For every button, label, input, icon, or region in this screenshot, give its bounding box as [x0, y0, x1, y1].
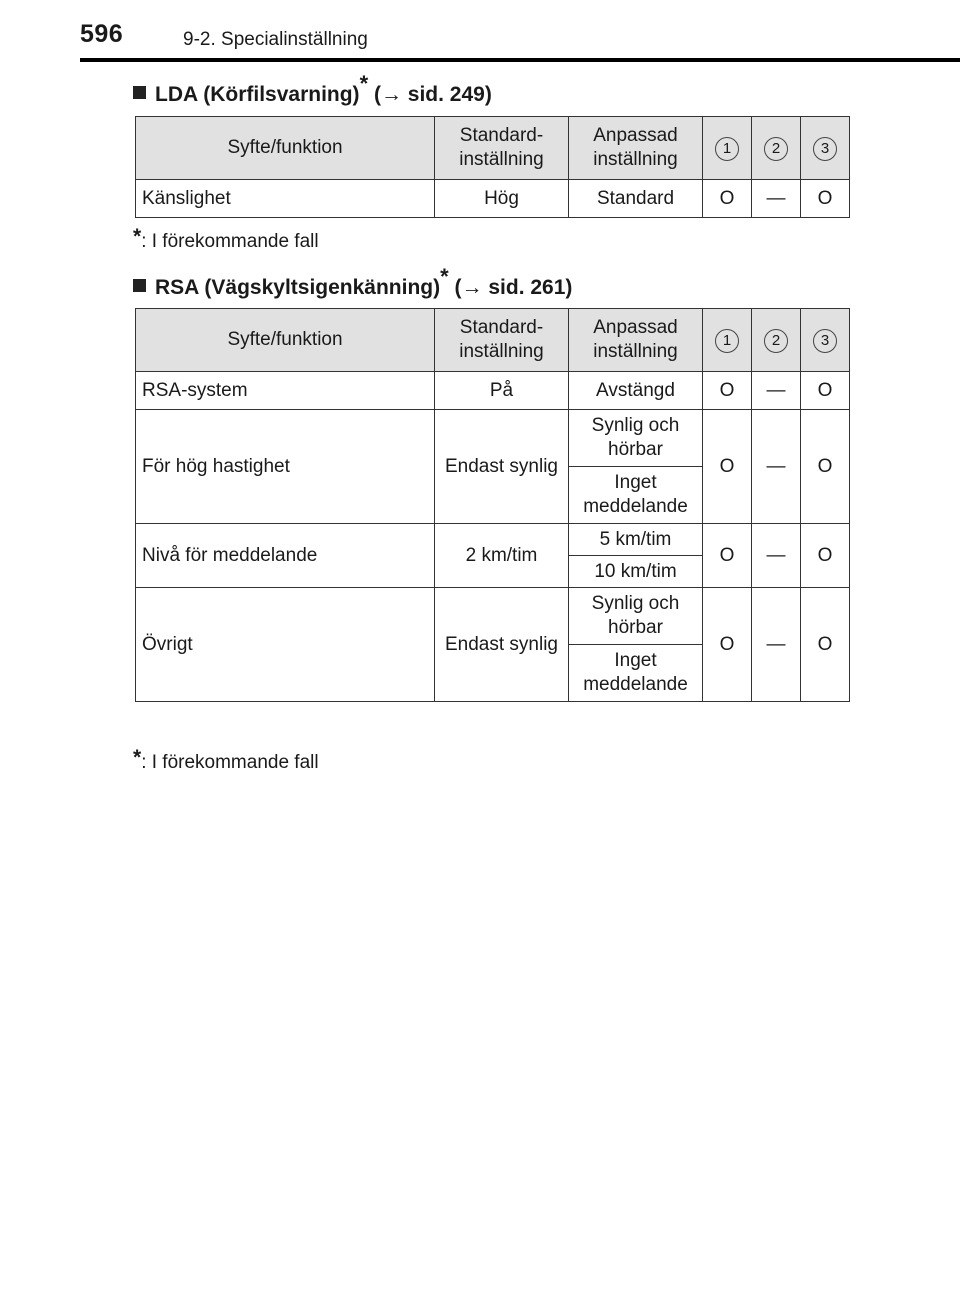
- col-1: [703, 117, 752, 180]
- col-2: [752, 309, 801, 372]
- cell-custom: Inget meddelande: [569, 645, 703, 702]
- circled-2-icon: 2: [764, 329, 788, 353]
- footnote-lda: [133, 225, 319, 253]
- cell-m3: O: [801, 588, 850, 702]
- col-default: Standard-inställning: [435, 117, 569, 180]
- table-row: [136, 180, 850, 218]
- table-row: [136, 588, 850, 645]
- square-bullet-icon: [133, 86, 146, 99]
- table-row: [136, 410, 850, 467]
- footnote-rsa: [133, 746, 319, 774]
- cell-custom: Inget meddelande: [569, 467, 703, 524]
- circled-2-icon: 2: [764, 137, 788, 161]
- cell-m1: O: [703, 372, 752, 410]
- table-row: [136, 372, 850, 410]
- section-title-lda: [133, 73, 492, 107]
- square-bullet-icon: [133, 279, 146, 292]
- table-row: [136, 524, 850, 556]
- col-custom: Anpassad inställning: [569, 117, 703, 180]
- cell-default: 2 km/tim: [435, 524, 569, 588]
- cell-m2: —: [752, 180, 801, 218]
- cell-m1: O: [703, 180, 752, 218]
- col-3: [801, 309, 850, 372]
- rsa-table: [135, 308, 850, 702]
- circled-3-icon: 3: [813, 137, 837, 161]
- cell-m3: O: [801, 410, 850, 524]
- cell-default: På: [435, 372, 569, 410]
- cell-m3: O: [801, 180, 850, 218]
- footnote-text: : I förekommande fall: [141, 231, 319, 252]
- cell-m2: —: [752, 588, 801, 702]
- col-2: [752, 117, 801, 180]
- cell-m3: O: [801, 524, 850, 588]
- cell-purpose: Övrigt: [136, 588, 435, 702]
- col-custom: Anpassad inställning: [569, 309, 703, 372]
- col-1: [703, 309, 752, 372]
- cell-m1: O: [703, 588, 752, 702]
- col-default: Standard-inställning: [435, 309, 569, 372]
- lda-title: LDA (Körfilsvarning): [155, 83, 360, 106]
- circled-3-icon: 3: [813, 329, 837, 353]
- cell-custom: Avstängd: [569, 372, 703, 410]
- chapter-title: 9-2. Specialinställning: [183, 29, 368, 50]
- cell-purpose: RSA-system: [136, 372, 435, 410]
- cell-default: Endast synlig: [435, 410, 569, 524]
- asterisk: *: [359, 71, 369, 96]
- cell-purpose: Känslighet: [136, 180, 435, 218]
- col-purpose: Syfte/funktion: [136, 117, 435, 180]
- cell-m3: O: [801, 372, 850, 410]
- cell-custom: 5 km/tim: [569, 524, 703, 556]
- cell-m1: O: [703, 524, 752, 588]
- cell-m1: O: [703, 410, 752, 524]
- cell-custom: Standard: [569, 180, 703, 218]
- circled-1-icon: 1: [715, 137, 739, 161]
- cell-custom: Synlig och hörbar: [569, 588, 703, 645]
- cell-default: Hög: [435, 180, 569, 218]
- footnote-text: : I förekommande fall: [141, 752, 319, 773]
- col-3: [801, 117, 850, 180]
- circled-1-icon: 1: [715, 329, 739, 353]
- rsa-ref: (→ sid. 261): [454, 276, 573, 299]
- cell-purpose: Nivå för meddelande: [136, 524, 435, 588]
- cell-default: Endast synlig: [435, 588, 569, 702]
- section-title-rsa: [133, 266, 572, 300]
- page-number: 596: [80, 20, 124, 48]
- cell-m2: —: [752, 524, 801, 588]
- col-purpose: Syfte/funktion: [136, 309, 435, 372]
- rsa-title: RSA (Vägskyltsigenkänning): [155, 276, 441, 299]
- cell-m2: —: [752, 372, 801, 410]
- cell-custom: Synlig och hörbar: [569, 410, 703, 467]
- cell-custom: 10 km/tim: [569, 556, 703, 588]
- lda-table: [135, 116, 850, 218]
- lda-ref: (→ sid. 249): [373, 83, 492, 106]
- asterisk: *: [440, 264, 449, 289]
- footnote-asterisk: *: [133, 225, 142, 248]
- cell-purpose: För hög hastighet: [136, 410, 435, 524]
- cell-m2: —: [752, 410, 801, 524]
- footnote-asterisk: *: [133, 746, 142, 769]
- header-rule: [80, 58, 960, 62]
